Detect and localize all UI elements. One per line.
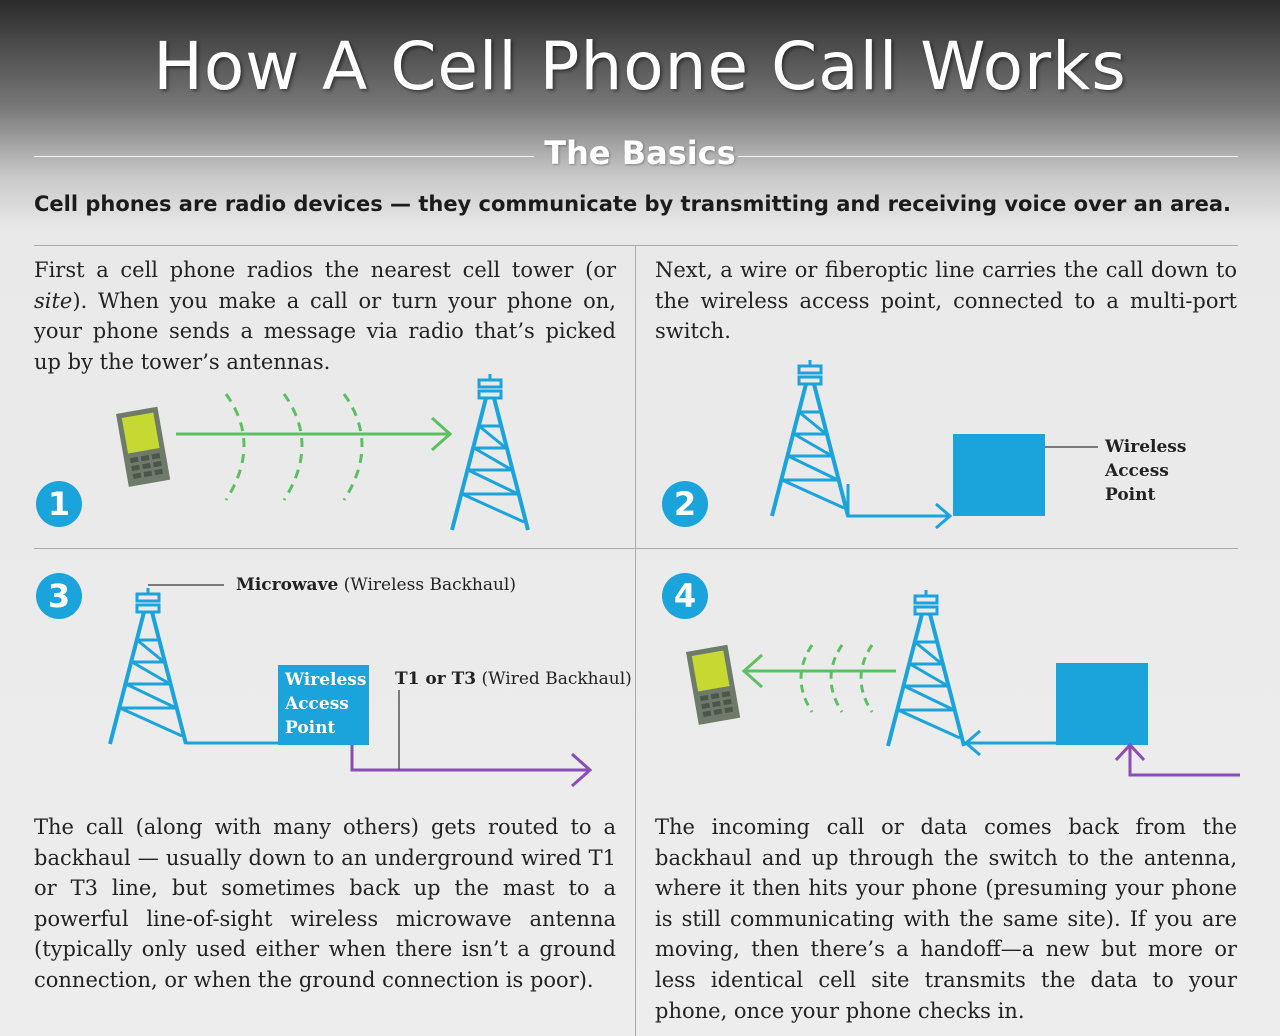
cell-tower-2 — [772, 360, 848, 516]
step-1-badge: 1 — [36, 481, 82, 527]
access-point-box-label: Wireless Access Point — [285, 670, 367, 738]
phone-icon-4 — [686, 645, 740, 725]
radio-arrow — [176, 418, 450, 450]
panel-1-text: First a cell phone radios the nearest cell tower (or site). When you make a call or turn your phone on, your phone sends a message via radio that’s picked up by the tower’s antennas. — [34, 258, 616, 374]
access-point-box — [953, 434, 1045, 516]
backhaul-return-arrow — [1116, 745, 1240, 775]
step-4-badge: 4 — [662, 573, 708, 619]
panel-4-text: The incoming call or data comes back from the backhaul and up through the switch to the antenna, where it then hits your phone (presuming your phone is still communicating with the same site). If you are moving, then there’s a handoff—a new but more or less identical cell site transmits the data to your phone, once your phone checks in. — [655, 815, 1237, 1023]
access-point-box-4 — [1056, 663, 1148, 745]
switch-to-tower-wire — [966, 731, 1056, 755]
incoming-radio-waves — [801, 645, 872, 712]
panel-3-text: The call (along with many others) gets routed to a backhaul — usually down to an underground wired T1 or T3 line, but sometimes back up the mast to a powerful line-of-sight wireless microwave antenna (typically only used either when there isn’t a ground connection, or when the ground connection is poor). — [34, 815, 616, 992]
microwave-label: Microwave (Wireless Backhaul) — [236, 575, 517, 595]
access-point-label: Wireless Access Point — [1105, 437, 1187, 505]
radio-waves — [226, 394, 362, 500]
page-title: How A Cell Phone Call Works — [153, 28, 1127, 105]
phone-icon — [116, 407, 170, 487]
intro-text: Cell phones are radio devices — they communicate by transmitting and receiving voice over an area. — [34, 192, 1232, 216]
step-2-badge: 2 — [662, 481, 708, 527]
subtitle: The Basics — [544, 134, 736, 172]
step-3-badge: 3 — [36, 573, 82, 619]
wired-backhaul-arrow — [352, 745, 590, 786]
wired-backhaul-label: T1 or T3 (Wired Backhaul) — [395, 669, 632, 689]
cell-tower-1 — [452, 374, 528, 530]
incoming-radio-arrow — [744, 655, 896, 687]
wire-to-access-point — [848, 484, 950, 528]
cell-tower-3 — [110, 588, 186, 744]
panel-2-text: Next, a wire or fiberoptic line carries the call down to the wireless access point, connected to a multi-port switch. — [655, 258, 1237, 344]
cell-tower-4 — [888, 590, 964, 746]
